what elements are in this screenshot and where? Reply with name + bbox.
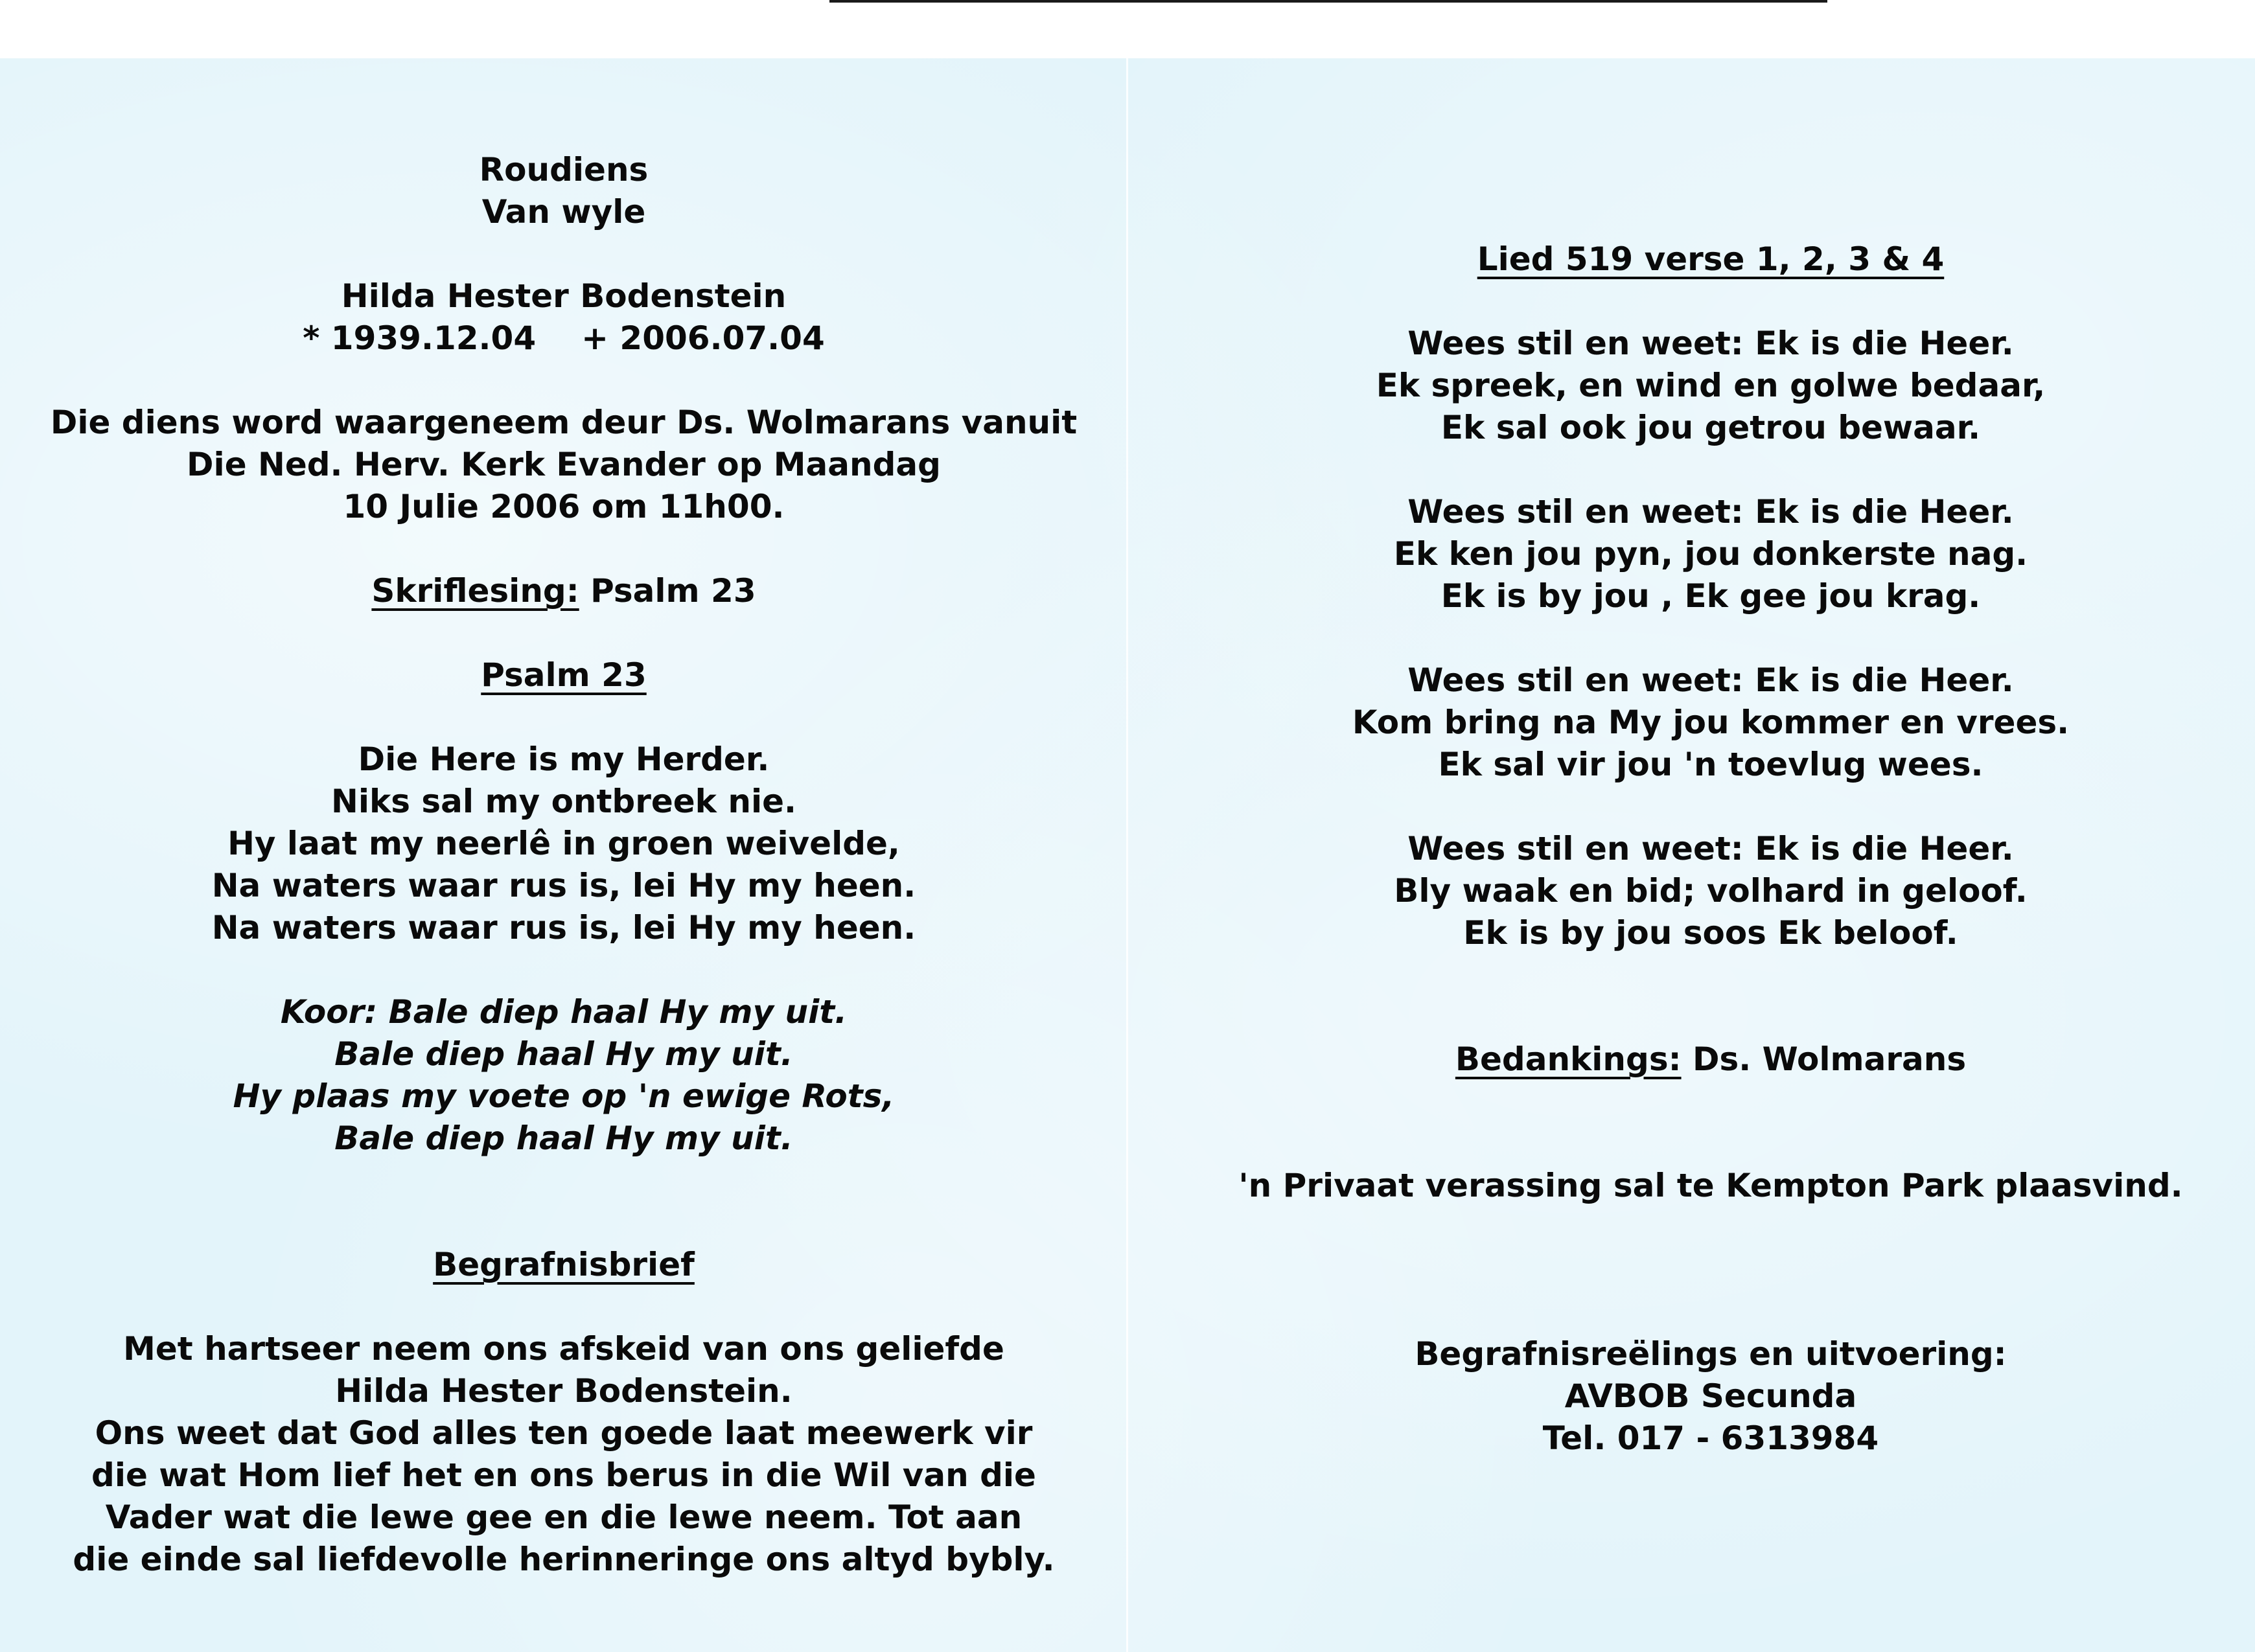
reading-heading: Skriflesing: bbox=[371, 572, 579, 610]
chorus-line: Koor: Bale diep haal Hy my uit. bbox=[280, 993, 848, 1031]
arrangements-line: Tel. 017 - 6313984 bbox=[1542, 1419, 1879, 1457]
thanks-line bbox=[1192, 1038, 2229, 1081]
psalm-line: Hy laat my neerlê in groen weivelde, bbox=[227, 825, 900, 862]
letter-line: Vader wat die lewe gee en die lewe neem. Tot aan bbox=[105, 1498, 1023, 1536]
verse-line: Ek is by jou , Ek gee jou krag. bbox=[1440, 577, 1981, 615]
right-page bbox=[1192, 238, 2229, 1460]
verse-line: Wees stil en weet: Ek is die Heer. bbox=[1407, 493, 2014, 531]
life-dates bbox=[39, 317, 1089, 360]
service-line: Die diens word waargeneem deur Ds. Wolmarans vanuit bbox=[50, 404, 1078, 441]
letter-heading: Begrafnisbrief bbox=[433, 1246, 695, 1283]
verse-line: Kom bring na My jou kommer en vrees. bbox=[1352, 704, 2070, 741]
psalm-line: Die Here is my Herder. bbox=[358, 740, 770, 778]
verse-line: Wees stil en weet: Ek is die Heer. bbox=[1407, 325, 2014, 362]
funeral-program-sheet bbox=[0, 58, 2255, 1652]
verse-line: Ek is by jou soos Ek beloof. bbox=[1463, 914, 1958, 952]
service-line: 10 Julie 2006 om 11h00. bbox=[343, 488, 785, 525]
verse-line: Wees stil en weet: Ek is die Heer. bbox=[1407, 661, 2014, 699]
arrangements-line: Begrafnisreëlings en uitvoering: bbox=[1415, 1335, 2007, 1373]
chorus-line: Bale diep haal Hy my uit. bbox=[334, 1035, 793, 1073]
program-title: Roudiens bbox=[479, 151, 649, 189]
letter-line: Hilda Hester Bodenstein. bbox=[335, 1372, 792, 1410]
top-edge-rule bbox=[829, 0, 1827, 3]
letter-line: die wat Hom lief het en ons berus in die Wil van die bbox=[91, 1456, 1036, 1494]
letter-line: Met hartseer neem ons afskeid van ons geliefde bbox=[123, 1330, 1004, 1368]
death-date: + 2006.07.04 bbox=[581, 319, 825, 357]
service-line: Die Ned. Herv. Kerk Evander op Maandag bbox=[187, 446, 941, 483]
verse-line: Bly waak en bid; volhard in geloof. bbox=[1394, 872, 2028, 910]
thanks-heading: Bedankings: bbox=[1455, 1040, 1682, 1078]
arrangements-line: AVBOB Secunda bbox=[1564, 1377, 1857, 1415]
psalm-line: Niks sal my ontbreek nie. bbox=[331, 783, 796, 820]
cremation-note: 'n Privaat verassing sal te Kempton Park plaasvind. bbox=[1238, 1167, 2183, 1204]
thanks-value: Ds. Wolmarans bbox=[1681, 1040, 1967, 1078]
center-fold bbox=[1126, 58, 1128, 1652]
verse-line: Ek sal ook jou getrou bewaar. bbox=[1440, 409, 1981, 446]
birth-date: * 1939.12.04 bbox=[303, 319, 537, 357]
verse-line: Ek spreek, en wind en golwe bedaar, bbox=[1376, 367, 2046, 404]
letter-line: Ons weet dat God alles ten goede laat meewerk vir bbox=[95, 1414, 1033, 1452]
reading-value: Psalm 23 bbox=[579, 572, 756, 610]
psalm-line: Na waters waar rus is, lei Hy my heen. bbox=[211, 909, 916, 946]
psalm-line: Na waters waar rus is, lei Hy my heen. bbox=[211, 867, 916, 904]
verse-line: Ek ken jou pyn, jou donkerste nag. bbox=[1393, 535, 2028, 573]
reading-line bbox=[39, 570, 1089, 612]
verse-line: Wees stil en weet: Ek is die Heer. bbox=[1407, 830, 2014, 867]
chorus-line: Bale diep haal Hy my uit. bbox=[334, 1119, 793, 1157]
verse-line: Ek sal vir jou 'n toevlug wees. bbox=[1438, 746, 1983, 783]
program-subtitle: Van wyle bbox=[481, 193, 646, 231]
letter-line: die einde sal liefdevolle herinneringe ons altyd bybly. bbox=[73, 1541, 1055, 1578]
chorus-line: Hy plaas my voete op 'n ewige Rots, bbox=[233, 1077, 895, 1115]
hymn-heading: Lied 519 verse 1, 2, 3 & 4 bbox=[1477, 240, 1945, 278]
psalm-heading: Psalm 23 bbox=[481, 656, 647, 694]
deceased-name: Hilda Hester Bodenstein bbox=[341, 277, 787, 315]
left-page bbox=[39, 149, 1089, 1581]
